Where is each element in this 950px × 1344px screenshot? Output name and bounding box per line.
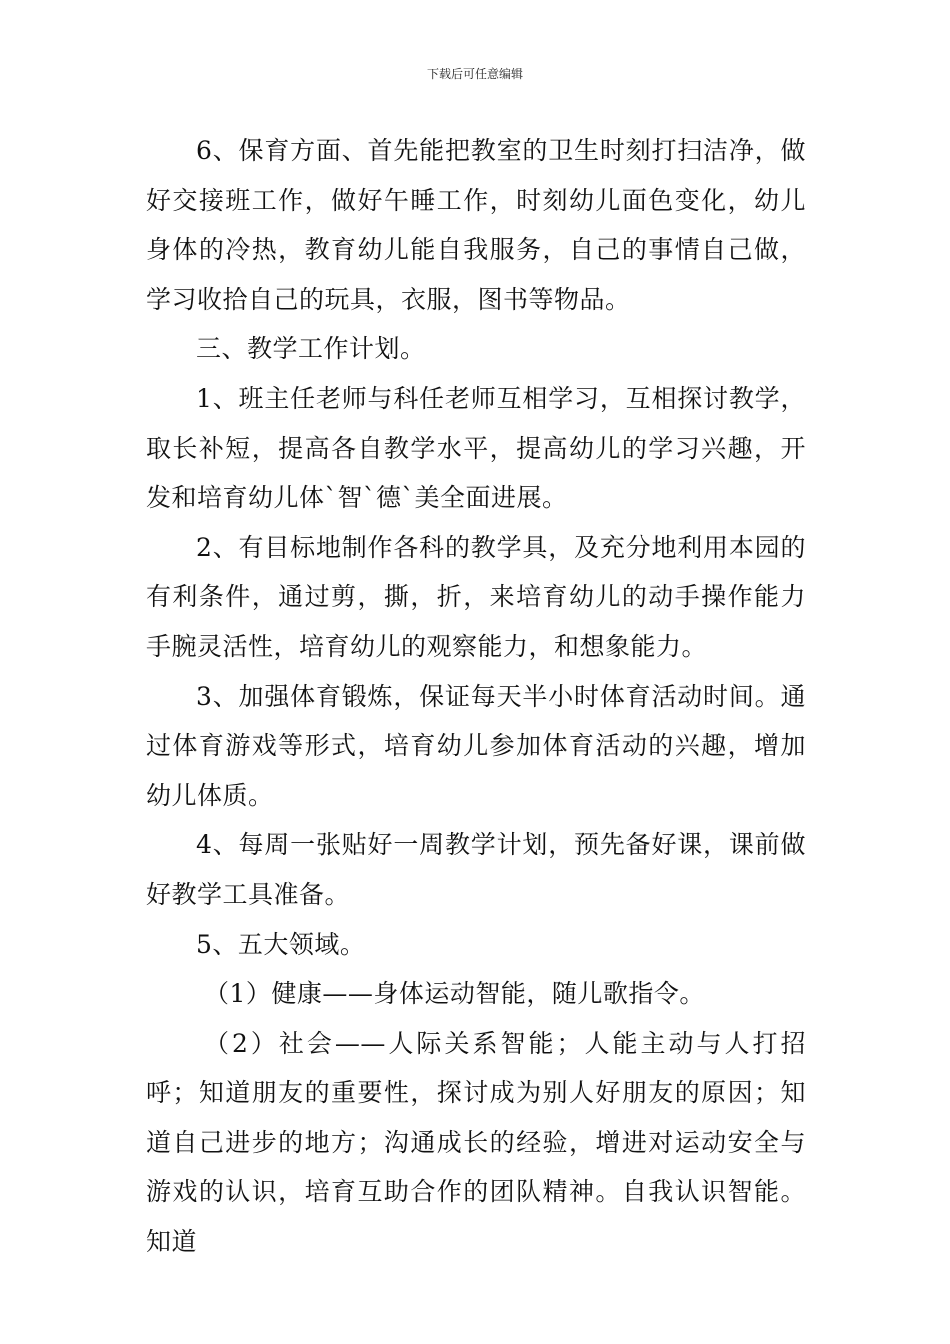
page-header: 下载后可任意编辑 xyxy=(426,67,523,81)
document-body xyxy=(146,126,806,1267)
paragraph-item-4: 4、每周一张贴好一周教学计划，预先备好课，课前做好教学工具准备。 xyxy=(146,830,806,909)
paragraph-item-2: 2、有目标地制作各科的教学具，及充分地利用本园的有利条件，通过剪，撕，折，来培育幼儿的动手操作能力手腕灵活性，培育幼儿的观察能力，和想象能力。 xyxy=(146,532,806,661)
paragraph-subitem-health: （1）健康——身体运动智能，随儿歌指令。 xyxy=(204,979,705,1009)
paragraph-item-5: 5、五大领域。 xyxy=(196,929,366,959)
paragraph-childcare: 6、保育方面、首先能把教室的卫生时刻打扫洁净，做好交接班工作，做好午睡工作，时刻幼儿面色变化，幼儿身体的冷热，教育幼儿能自我服务，自己的事情自己做，学习收拾自己的玩具，衣服，图书等物品。 xyxy=(146,136,806,314)
paragraph-subitem-society: （2）社会——人际关系智能；人能主动与人打招呼；知道朋友的重要性，探讨成为别人好朋友的原因；知道自己进步的地方；沟通成长的经验，增进对运动安全与游戏的认识，培育互助合作的团队精神。自我认识智能。知道 xyxy=(146,1028,806,1257)
section-heading-teaching-plan: 三、教学工作计划。 xyxy=(196,334,426,364)
paragraph-item-1: 1、班主任老师与科任老师互相学习，互相探讨教学，取长补短，提高各自教学水平，提高幼儿的学习兴趣，开发和培育幼儿体`智`德`美全面进展。 xyxy=(146,383,806,513)
paragraph-item-3: 3、加强体育锻炼，保证每天半小时体育活动时间。通过体育游戏等形式，培育幼儿参加体育活动的兴趣，增加幼儿体质。 xyxy=(146,681,806,810)
